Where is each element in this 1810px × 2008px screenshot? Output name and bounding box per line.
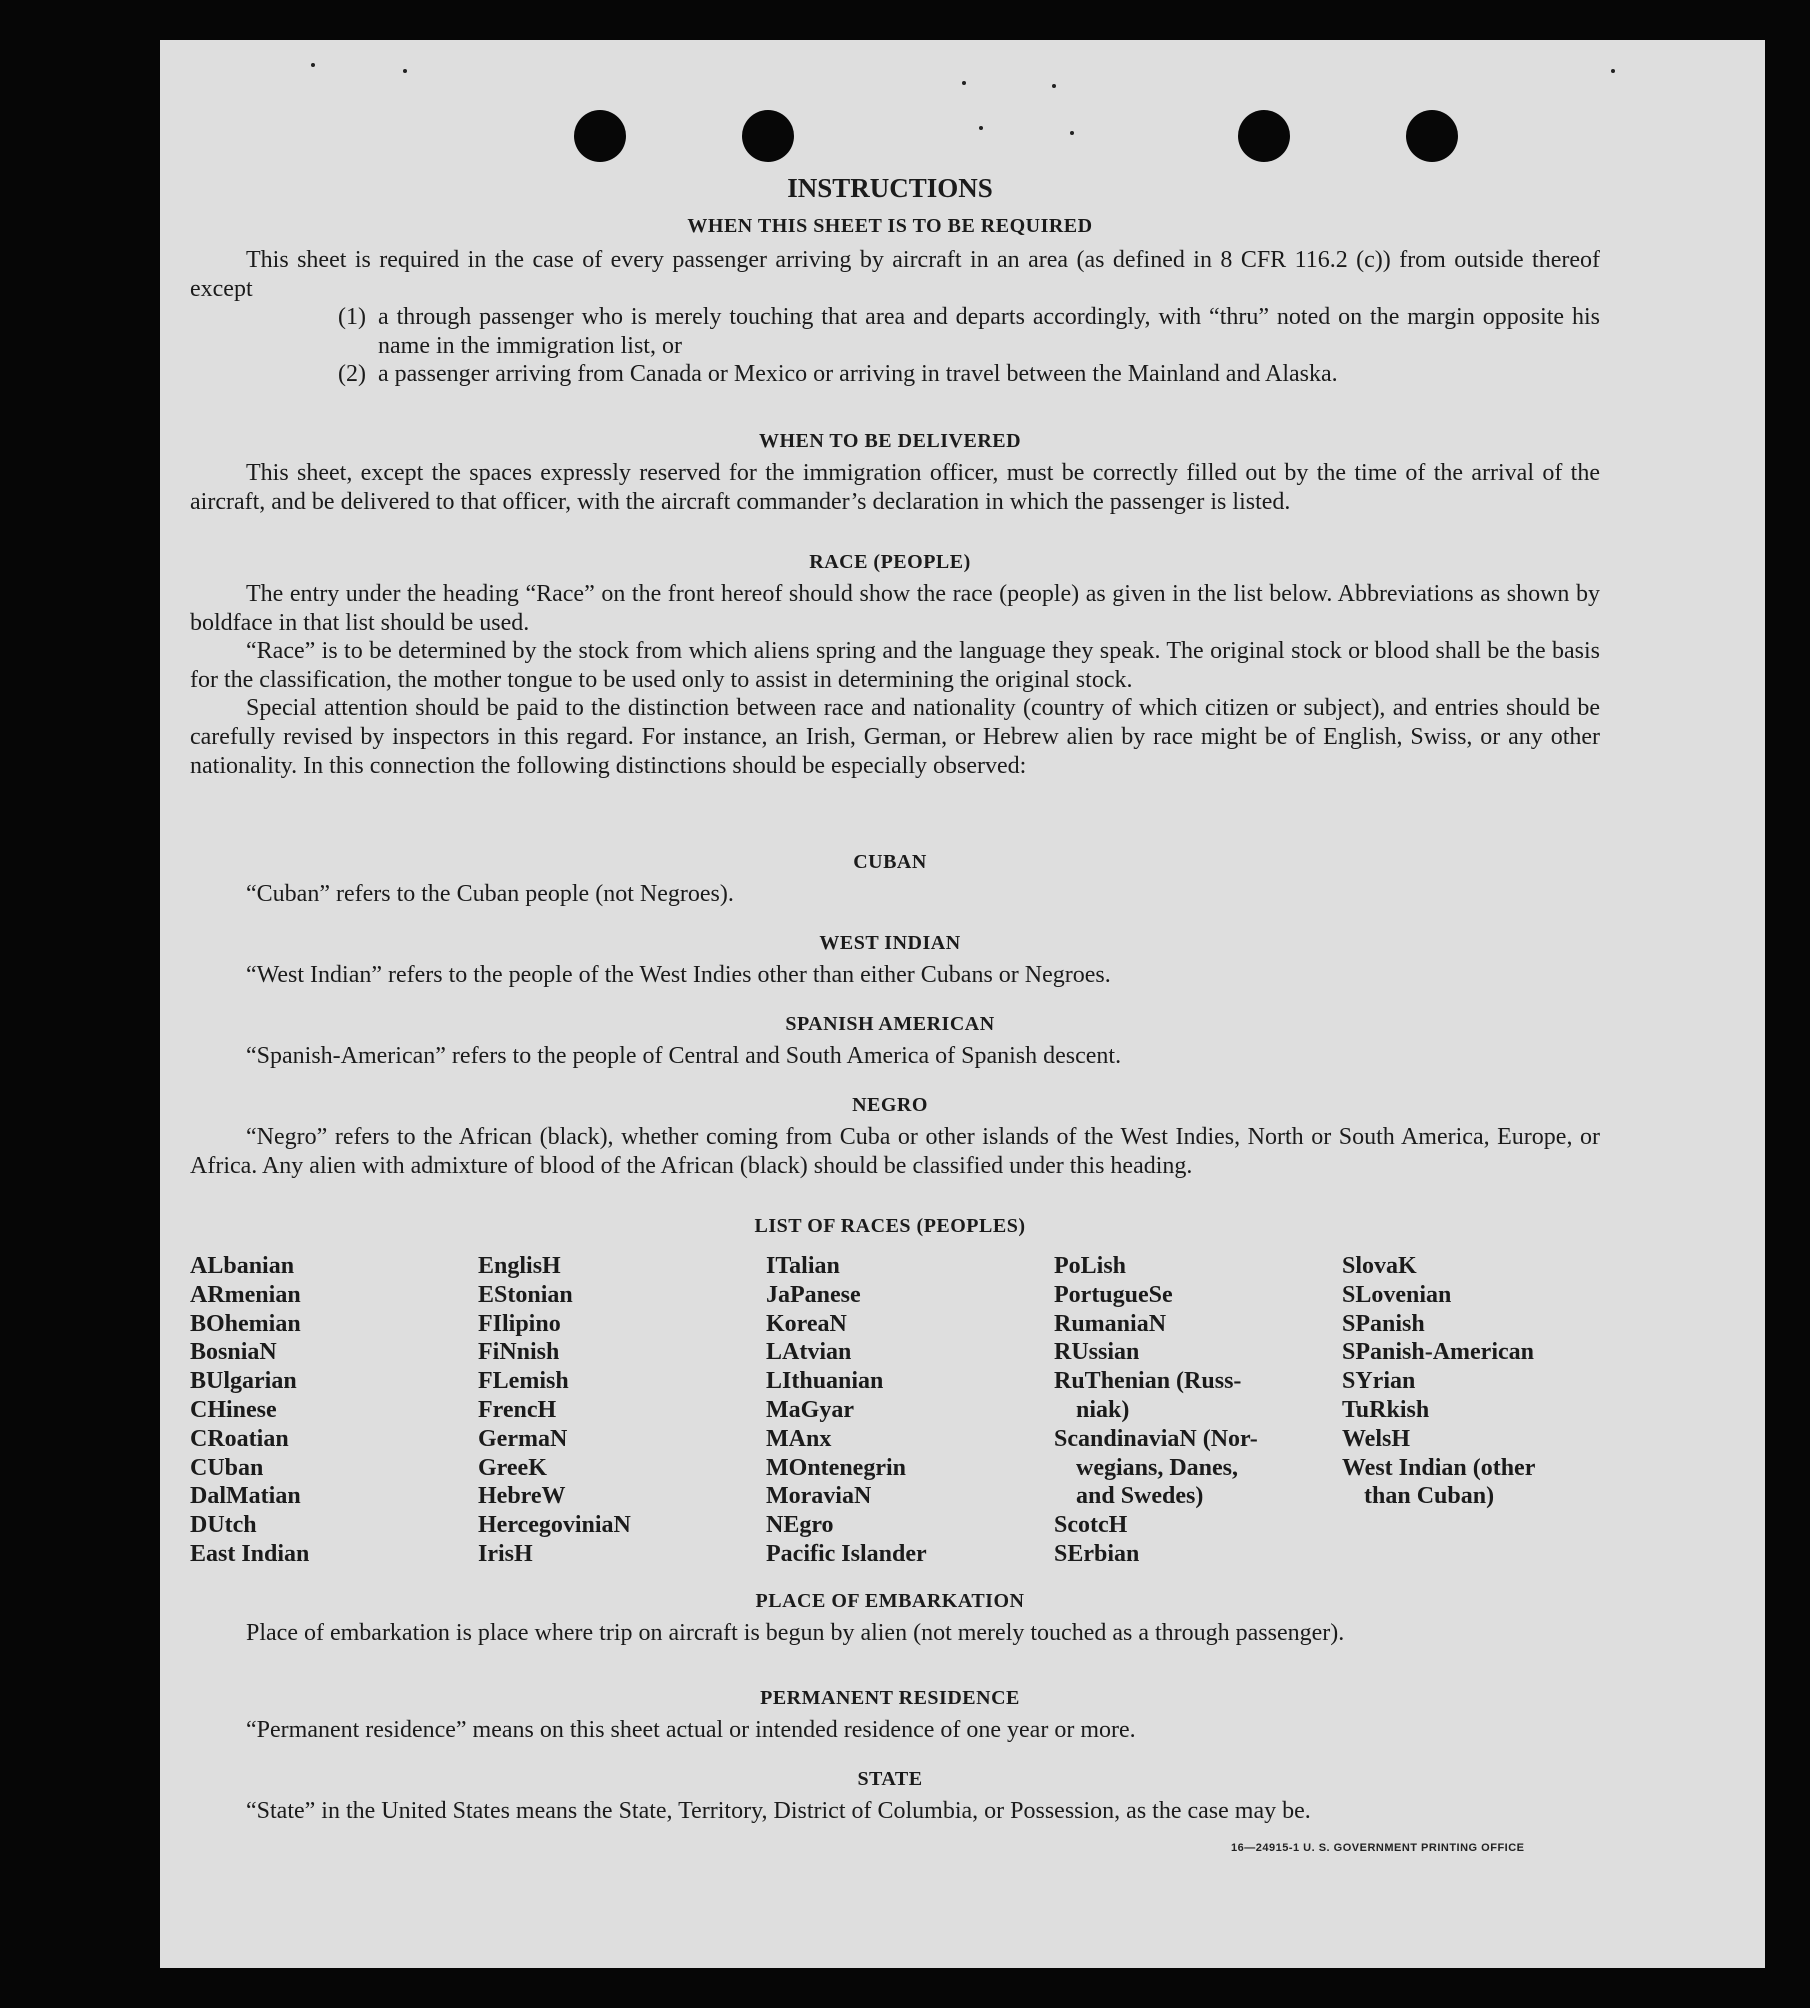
race-entry: PortugueSe	[1054, 1281, 1173, 1308]
heading-race: RACE (PEOPLE)	[809, 551, 971, 573]
spanish-american-block	[190, 1042, 1600, 1071]
race-entry: WelsH	[1342, 1425, 1411, 1452]
residence-block	[190, 1716, 1600, 1745]
race-entry: SYrian	[1342, 1368, 1416, 1395]
race-column-5	[1342, 1252, 1630, 1569]
race-entry: East Indian	[190, 1540, 310, 1567]
speck	[311, 63, 315, 67]
speck	[962, 81, 966, 85]
exception-number: (1)	[338, 304, 366, 331]
race-entry: EStonian	[478, 1281, 573, 1308]
race-entry: TuRkish	[1342, 1396, 1430, 1423]
race-entry: BosniaN	[190, 1339, 277, 1366]
race-entry: RUssian	[1054, 1339, 1140, 1366]
race-entry: SlovaK	[1342, 1253, 1417, 1279]
race-entry: Pacific Islander	[766, 1540, 927, 1567]
race-entry: ALbanian	[190, 1253, 295, 1279]
race-column-1	[190, 1252, 478, 1569]
printing-office-imprint: 16—24915-1 U. S. GOVERNMENT PRINTING OFFICE	[1231, 1842, 1525, 1854]
race-entry: CRoatian	[190, 1425, 289, 1452]
race-entry: RuThenian (Russ-	[1054, 1368, 1242, 1395]
spanish-american-text: “Spanish-American” refers to the people of Central and South America of Spanish descent.	[246, 1043, 1122, 1069]
race-block	[190, 580, 1600, 780]
speck	[1052, 84, 1056, 88]
race-entry: SErbian	[1054, 1540, 1140, 1567]
race-entry: FrencH	[478, 1396, 557, 1423]
punch-hole-4	[1406, 110, 1458, 162]
race-entry: ScotcH	[1054, 1512, 1128, 1539]
race-entry: MAnx	[766, 1425, 832, 1452]
race-paragraph-3: Special attention should be paid to the distinction between race and nationality (country of which citizen or subject), and entries should be carefully revised by inspectors in this regard. For instance, an Irish, German, or Hebrew alien by race might be of English, Swiss, or any other nationality. In this connection the following distinctions should be especially observed:	[190, 695, 1600, 779]
race-entry: LIthuanian	[766, 1368, 884, 1395]
race-entry: ScandinaviaN (Nor-	[1054, 1425, 1258, 1452]
race-list	[190, 1252, 1620, 1569]
race-entry-continuation: niak)	[1076, 1396, 1130, 1423]
race-entry: MOntenegrin	[766, 1454, 906, 1481]
when-delivered-block	[190, 459, 1600, 516]
punch-hole-3	[1238, 110, 1290, 162]
when-required-block	[190, 246, 1600, 389]
race-entry: DUtch	[190, 1512, 257, 1539]
race-entry: NEgro	[766, 1512, 834, 1539]
state-block	[190, 1797, 1600, 1826]
race-entry: GreeK	[478, 1454, 547, 1481]
heading-state: STATE	[857, 1768, 923, 1790]
cuban-block	[190, 880, 1600, 909]
heading-negro: NEGRO	[852, 1094, 928, 1116]
race-entry: FiNnish	[478, 1339, 560, 1366]
document-page	[160, 40, 1765, 1968]
race-entry: ITalian	[766, 1253, 840, 1279]
race-column-2	[478, 1252, 766, 1569]
heading-permanent-residence: PERMANENT RESIDENCE	[760, 1687, 1020, 1709]
race-entry: HebreW	[478, 1483, 566, 1510]
heading-spanish-american: SPANISH AMERICAN	[785, 1013, 995, 1035]
race-paragraph-1: The entry under the heading “Race” on the front hereof should show the race (people) as given in the list below. Abbreviations as shown by boldface in that list should be used.	[190, 581, 1600, 636]
exception-number: (2)	[338, 361, 366, 388]
cuban-text: “Cuban” refers to the Cuban people (not Negroes).	[246, 881, 734, 907]
race-entry: BUlgarian	[190, 1368, 297, 1395]
punch-hole-2	[742, 110, 794, 162]
race-entry: IrisH	[478, 1540, 533, 1567]
race-entry-continuation: than Cuban)	[1364, 1483, 1495, 1510]
when-delivered-text: This sheet, except the spaces expressly reserved for the immigration officer, must be correctly filled out by the time of the arrival of the aircraft, and be delivered to that officer, with the aircraft commander’s declaration in which the passenger is listed.	[190, 460, 1600, 515]
exception-item-2	[190, 360, 1600, 389]
race-entry: SPanish-American	[1342, 1339, 1534, 1366]
heading-list-of-races: LIST OF RACES (PEOPLES)	[754, 1215, 1026, 1237]
race-entry: ARmenian	[190, 1281, 301, 1308]
race-entry: MaGyar	[766, 1396, 854, 1423]
speck	[403, 69, 407, 73]
race-entry: LAtvian	[766, 1339, 852, 1366]
race-entry: DalMatian	[190, 1483, 301, 1510]
race-column-3	[766, 1252, 1054, 1569]
race-paragraph-2: “Race” is to be determined by the stock from which aliens spring and the language they speak. The original stock or blood shall be the basis for the classification, the mother tongue to be used only to assist in determining the original stock.	[190, 638, 1600, 693]
punch-hole-1	[574, 110, 626, 162]
race-entry: RumaniaN	[1054, 1310, 1167, 1337]
race-entry: MoraviaN	[766, 1483, 872, 1510]
race-entry: CHinese	[190, 1396, 277, 1423]
race-entry-continuation: and Swedes)	[1076, 1483, 1204, 1510]
heading-place-of-embarkation: PLACE OF EMBARKATION	[755, 1590, 1025, 1612]
speck	[1070, 131, 1074, 135]
west-indian-text: “West Indian” refers to the people of the West Indies other than either Cubans or Negroes.	[246, 962, 1111, 988]
race-entry: JaPanese	[766, 1281, 861, 1308]
race-entry: SPanish	[1342, 1310, 1425, 1337]
race-entry: FLemish	[478, 1368, 569, 1395]
race-entry-continuation: wegians, Danes,	[1076, 1454, 1239, 1481]
heading-cuban: CUBAN	[853, 851, 927, 873]
document-title: INSTRUCTIONS	[787, 173, 993, 203]
race-entry: SLovenian	[1342, 1281, 1452, 1308]
heading-when-delivered: WHEN TO BE DELIVERED	[758, 430, 1022, 452]
embarkation-text: Place of embarkation is place where trip on aircraft is begun by alien (not merely touched as a through passenger).	[246, 1620, 1345, 1646]
race-entry: EnglisH	[478, 1253, 561, 1279]
heading-when-required: WHEN THIS SHEET IS TO BE REQUIRED	[687, 215, 1093, 237]
race-entry: KoreaN	[766, 1310, 847, 1337]
negro-block	[190, 1123, 1600, 1180]
race-entry: GermaN	[478, 1425, 568, 1452]
exception-text: a passenger arriving from Canada or Mexico or arriving in travel between the Mainland and Alaska.	[378, 361, 1338, 388]
when-required-intro: This sheet is required in the case of every passenger arriving by aircraft in an area (as defined in 8 CFR 116.2 (c)) from outside thereof except	[190, 247, 1600, 302]
speck	[979, 126, 983, 130]
residence-text: “Permanent residence” means on this sheet actual or intended residence of one year or more.	[246, 1717, 1136, 1743]
exception-text: a through passenger who is merely touching that area and departs accordingly, with “thru” noted on the margin opposite his name in the immigration list, or	[378, 304, 1600, 359]
heading-west-indian: WEST INDIAN	[819, 932, 961, 954]
race-column-4	[1054, 1252, 1342, 1569]
race-entry: HercegoviniaN	[478, 1512, 631, 1539]
race-entry: West Indian (other	[1342, 1454, 1536, 1481]
west-indian-block	[190, 961, 1600, 990]
speck	[1611, 69, 1615, 73]
race-entry: PoLish	[1054, 1253, 1127, 1279]
exception-item-1	[190, 303, 1600, 360]
race-entry: BOhemian	[190, 1310, 301, 1337]
state-text: “State” in the United States means the State, Territory, District of Columbia, or Possession, as the case may be.	[246, 1798, 1311, 1824]
negro-text: “Negro” refers to the African (black), whether coming from Cuba or other islands of the West Indies, North or South America, Europe, or Africa. Any alien with admixture of blood of the African (black) should be classified under this heading.	[190, 1124, 1600, 1179]
race-entry: FIlipino	[478, 1310, 561, 1337]
embarkation-block	[190, 1619, 1600, 1648]
race-entry: CUban	[190, 1454, 264, 1481]
